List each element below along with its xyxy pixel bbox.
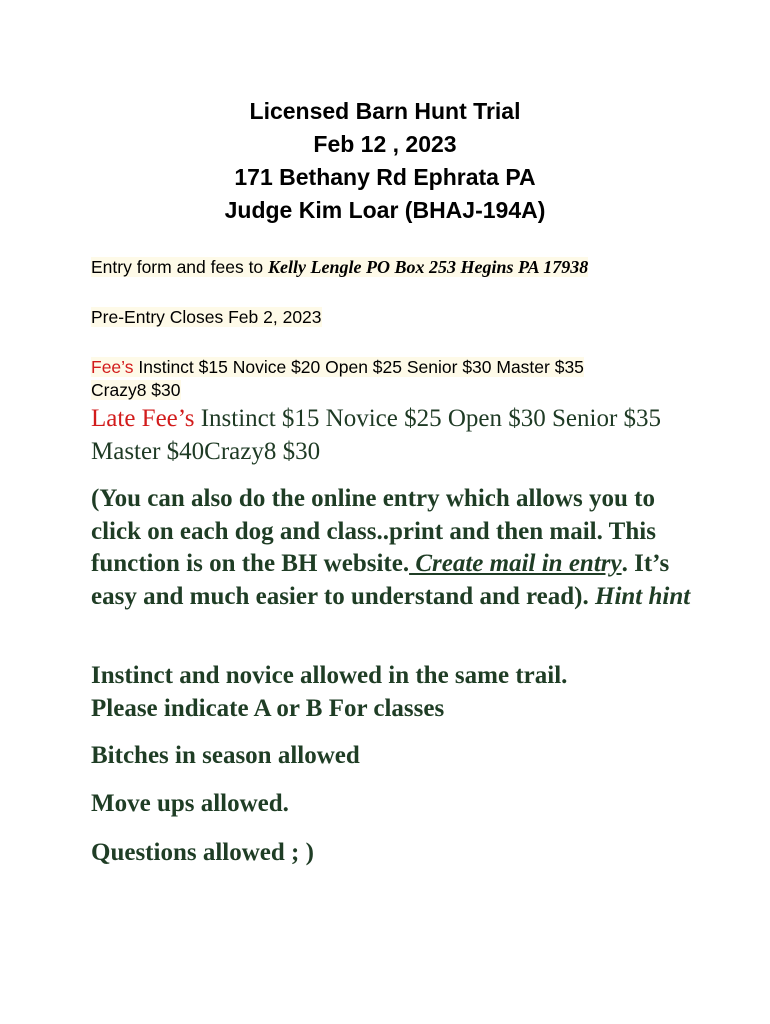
entry-label: Entry form and fees to (91, 257, 264, 277)
hint-text: Hint hint (595, 582, 691, 610)
trial-judge: Judge Kim Loar (BHAJ-194A) (224, 197, 546, 223)
online-entry-text-end: . It’s easy and much easier to understand and read). (91, 550, 670, 610)
fees-line2: Crazy8 $30 (91, 380, 181, 400)
online-entry-paragraph (91, 483, 691, 613)
trial-date: Feb 12 , 2023 (313, 131, 457, 157)
late-fees-block (91, 402, 691, 468)
create-mail-in-entry-link[interactable]: Create mail in entry (409, 550, 622, 577)
late-fees-text: Instinct $15 Novice $25 Open $30 Senior $35 Master $40Crazy8 $30 (91, 405, 662, 465)
document-header (0, 95, 770, 227)
statement-indicate-class: Please indicate A or B For classes (91, 695, 445, 722)
statement-same-trail: Instinct and novice allowed in the same trail. (91, 662, 568, 689)
statement-bitches-in-season: Bitches in season allowed (91, 742, 360, 769)
statement-move-ups: Move ups allowed. (91, 790, 289, 817)
statement-questions: Questions allowed ; ) (91, 839, 314, 866)
online-entry-text: (You can also do the online entry which allows you to click on each dog and class..print and then mail. This function is on the BH website. (91, 485, 656, 577)
entry-line (91, 257, 588, 278)
pre-entry-line (91, 307, 322, 328)
fees-label: Fee’s (91, 357, 134, 377)
trial-address: 171 Bethany Rd Ephrata PA (234, 164, 536, 190)
trial-title: Licensed Barn Hunt Trial (249, 98, 521, 124)
entry-address: Kelly Lengle PO Box 253 Hegins PA 17938 (268, 257, 589, 277)
fees-block (91, 356, 584, 402)
fees-line1: Instinct $15 Novice $20 Open $25 Senior $30 Master $35 (138, 357, 584, 377)
late-fees-label: Late Fee’s (91, 405, 195, 432)
pre-entry-text: Pre-Entry Closes Feb 2, 2023 (91, 307, 322, 327)
